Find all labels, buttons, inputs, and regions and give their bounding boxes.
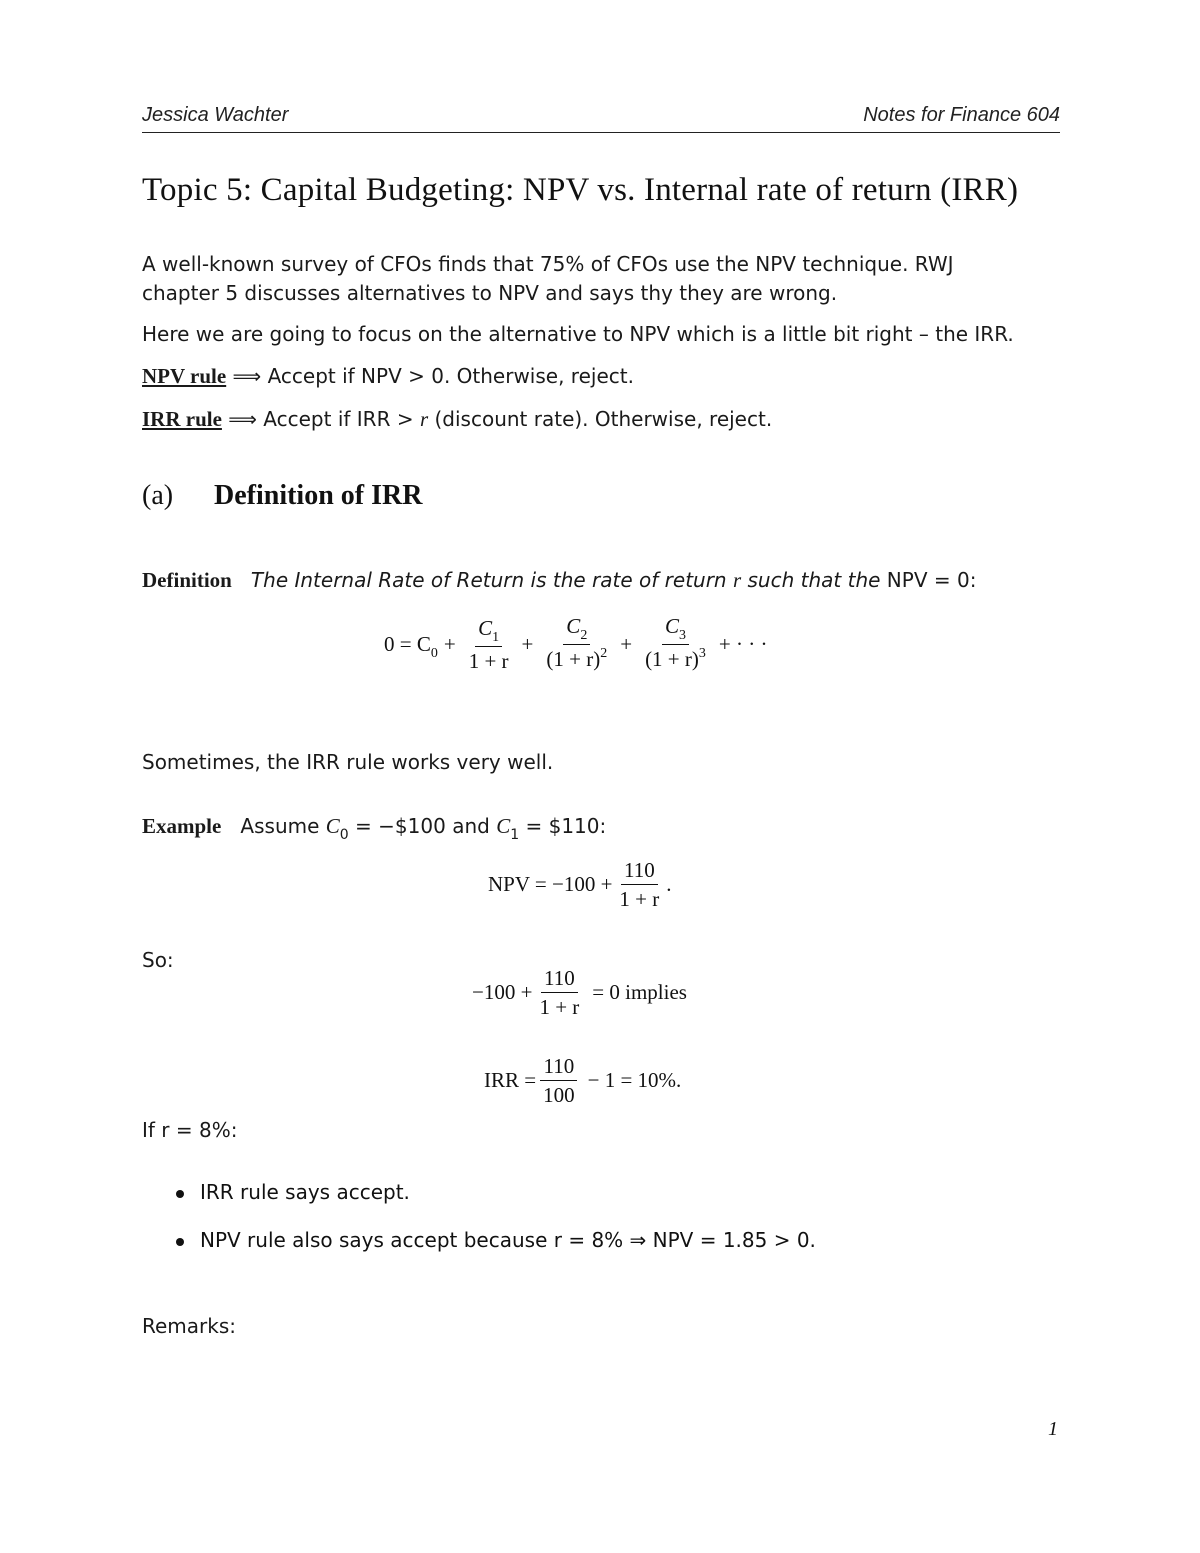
intro-line-1: A well-known survey of CFOs finds that 75% of CFOs use the NPV technique. RWJ	[142, 252, 954, 276]
irr-rule-r: r	[419, 407, 429, 431]
eq1-fraction-1: $\frac{C_1}{1 + r}$	[468, 616, 509, 673]
header-author: Jessica Wachter	[142, 104, 289, 126]
intro-line-2: chapter 5 discusses alternatives to NPV and says thy they are wrong.	[142, 281, 838, 305]
irr-rule	[142, 405, 1062, 434]
eq1-lhs: $0 = C_0$	[384, 632, 438, 661]
definition-text-b: such that the	[741, 568, 887, 592]
eq1-fraction-3: $\frac{C_3}{(1 + r)^3}$	[645, 614, 706, 671]
definition-text-c: NPV = 0:	[886, 568, 977, 592]
example-paragraph: Example Assume $C_0$ = −$100 and $C_1$ = $110:	[142, 814, 607, 843]
section-title: Definition of IRR	[214, 480, 423, 511]
definition-r: r	[732, 568, 742, 592]
remarks-text: Remarks:	[142, 1314, 237, 1338]
section-number: (a)	[142, 480, 174, 511]
eq3-fraction: $\frac{110}{1 + r}$	[539, 966, 580, 1019]
section-heading	[142, 480, 422, 512]
sometimes-text: Sometimes, the IRR rule works very well.	[142, 750, 554, 774]
eq4-fraction: $\frac{110}{100}$	[540, 1052, 578, 1109]
running-header	[142, 104, 1060, 133]
bullet-icon	[176, 1190, 184, 1198]
eq1-fraction-2: $\frac{C_2}{(1 + r)^2}$	[546, 614, 608, 671]
focus-paragraph: Here we are going to focus on the alternative to NPV which is a little bit right – the IRR.	[142, 322, 1014, 346]
document-page: Jessica Wachter Notes for Finance 604 Topic 5: Capital Budgeting: NPV vs. Internal rate of return (IRR) A well-known survey of CFOs finds that 75% of CFOs use the NPV technique. RWJ chapter 5 discusses alternatives to NPV and says thy they are wrong. Here we are going to focus on the alternative to NPV which is a little bit right – the IRR. NPV rule ⟹ Accept if NPV > 0. Otherwise, reject. IRR rule ⟹ Accept if IRR > r (discount rate). Otherwise, reject. (a) Definition of IRR Definition The Internal Rate of Return is the rate of return r such that the NPV = 0: $0 = C_0$ + $\frac{C_1}{1 + r}$ + $\frac{C_2}{(1 + r)^2}$ + $\frac{C_3}{(1 + r)^3}$ + · · · Sometimes, the IRR rule works very well. Example Assume $C_0$ = −$100 and $C_1$ = $110: NPV = −100 + $\frac{110}{1 + r}$ . So: −100 + $\frac{110}{1 + r}$ = 0 implies IRR = $\frac{110}{100}$ − 1 = 10%. If r = 8%: IRR rule says accept. NPV rule also says accept because r = 8% ⇒ NPV = 1.85 > 0. Remarks: 1	[142, 104, 1060, 1440]
page-number: 1	[1048, 1418, 1058, 1440]
npv-rule-label: NPV rule	[142, 364, 227, 388]
definition-paragraph	[142, 566, 1062, 595]
so-text: So:	[142, 948, 174, 972]
irr-rule-text-a: ⟹ Accept if IRR >	[221, 407, 420, 431]
eq1-tail: + · · ·	[718, 632, 768, 656]
bullet-icon	[176, 1238, 184, 1246]
definition-label: Definition	[142, 568, 232, 592]
irr-rule-text-b: (discount rate). Otherwise, reject.	[428, 407, 773, 431]
definition-text-a: The Internal Rate of Return is the rate of return	[250, 568, 733, 592]
eq2-fraction: $\frac{110}{1 + r}$	[619, 858, 660, 911]
npv-example-equation: NPV = −100 + $\frac{110}{1 + r}$ .	[488, 858, 672, 911]
irr-definition-equation: $0 = C_0$ + $\frac{C_1}{1 + r}$ + $\frac{C_2}{(1 + r)^2}$ + $\frac{C_3}{(1 + r)^3}$ + · · ·	[384, 612, 773, 677]
if-r-text: If r = 8%:	[142, 1118, 238, 1142]
irr-rule-label: IRR rule	[142, 407, 222, 431]
npv-rule-text: ⟹ Accept if NPV > 0. Otherwise, reject.	[226, 364, 634, 388]
example-label: Example	[142, 814, 222, 838]
header-course: Notes for Finance 604	[863, 104, 1060, 126]
irr-result-equation: IRR = $\frac{110}{100}$ − 1 = 10%.	[484, 1054, 682, 1107]
irr-solve-equation: −100 + $\frac{110}{1 + r}$ = 0 implies	[472, 966, 687, 1019]
page-title: Topic 5: Capital Budgeting: NPV vs. Internal rate of return (IRR)	[142, 172, 1019, 208]
npv-rule	[142, 362, 1062, 391]
intro-paragraph	[142, 250, 1062, 308]
